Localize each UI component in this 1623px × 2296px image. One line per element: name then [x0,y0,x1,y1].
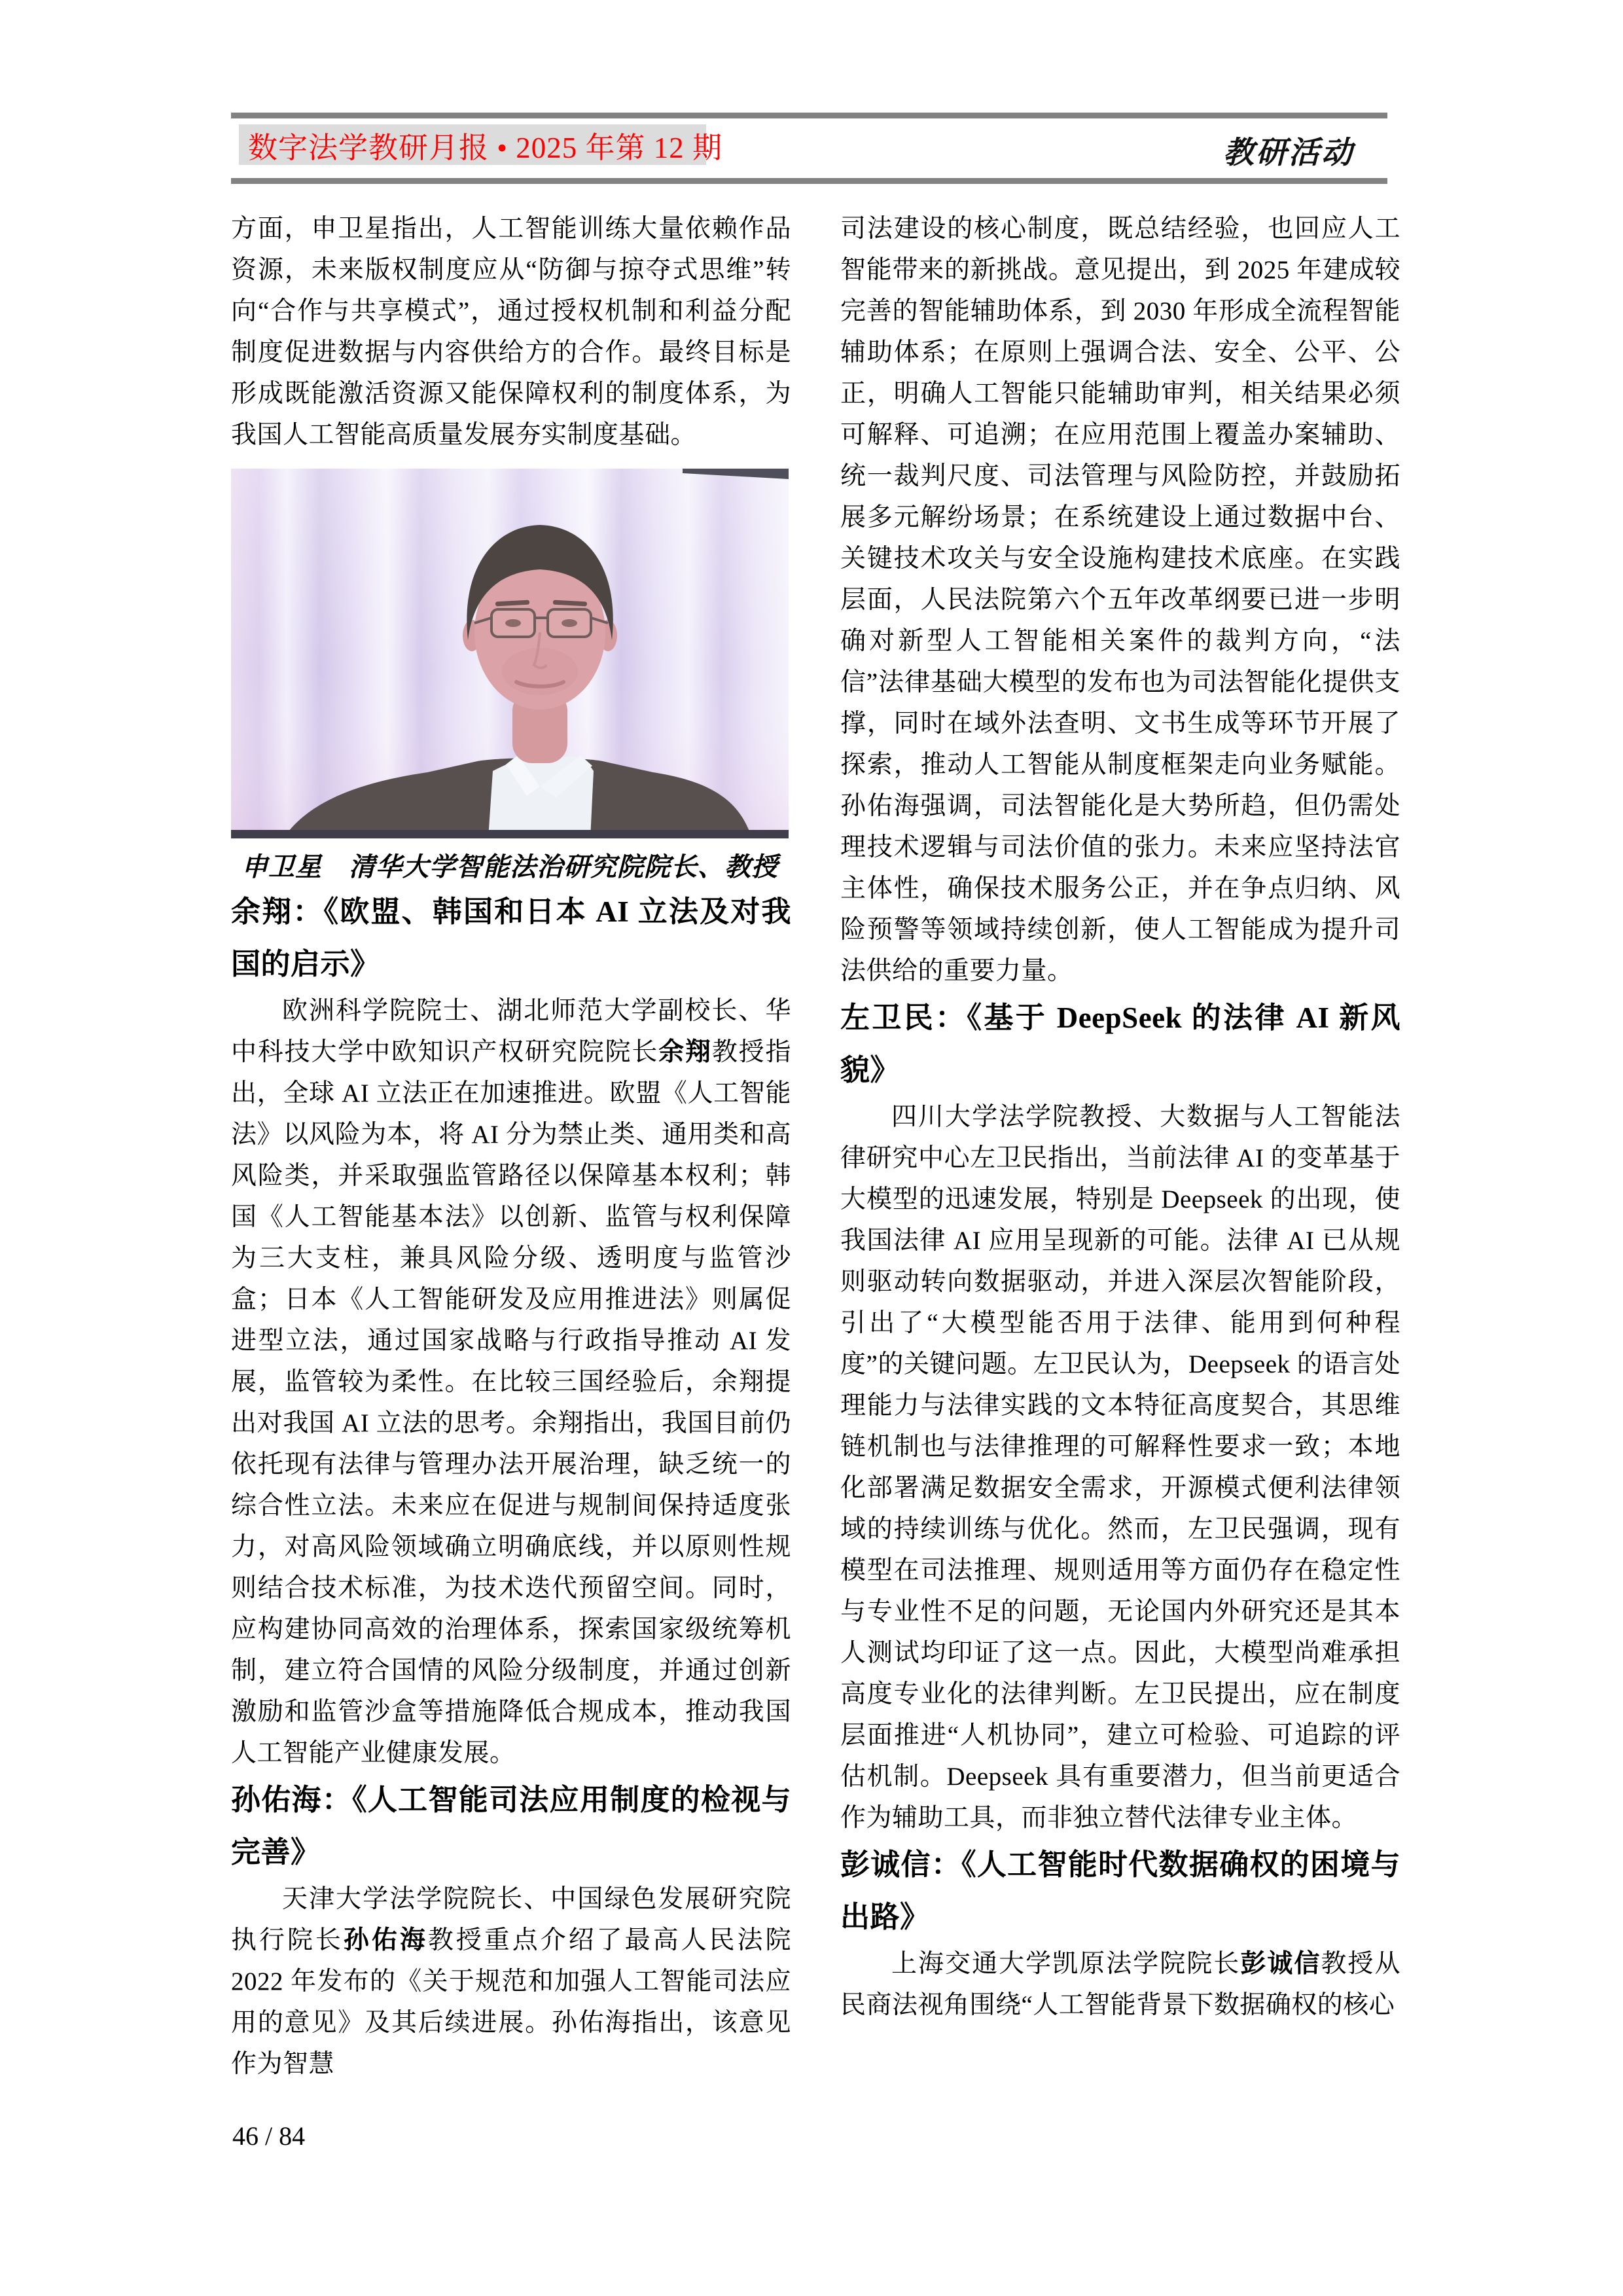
paragraph-shenweixing-continuation: 方面，申卫星指出，人工智能训练大量依赖作品资源，未来版权制度应从“防御与掠夺式思维”转向“合作与共享模式”，通过授权机制和利益分配制度促进数据与内容供给方的合作。最终目标是形成既能激活资源又能保障权利的制度体系，为我国人工智能高质量发展夯实制度基础。 [231,215,791,449]
speaker-name-sunyouhai: 孙佑海 [343,1926,428,1954]
masthead-box [239,124,723,165]
text-run: 教授指出，全球 AI 立法正在加速推进。欧盟《人工智能法》以风险为本，将 AI 分为禁止类、通用类和高风险类，并采取强监管路径以保障基本权利；韩国《人工智能基本法》以创新、监管与权利保障为三大支柱，兼具风险分级、透明度与监管沙盒；日本《人工智能研发及应用推进法》则属促进型立法，通过国家战略与行政指导推动 AI 发展，监管较为柔性。在比较三国经验后，余翔提出对我国 AI 立法的思考。余翔指出，我国目前仍依托现有法律与管理办法开展治理，缺乏统一的综合性立法。未来应在促进与规制间保持适度张力，对高风险领域确立明确底线，并以原则性规则结合技术标准，为技术迭代预留空间。同时，应构建协同高效的治理体系，探索国家级统筹机制，建立符合国情的风险分级制度，并通过创新激励和监管沙盒等措施降低合规成本，推动我国人工智能产业健康发展。 [231,1038,791,1767]
paragraph-zuoweimin: 四川大学法学院教授、大数据与人工智能法律研究中心左卫民指出，当前法律 AI 的变革基于大模型的迅速发展，特别是 Deepseek 的出现，使我国法律 AI 应用呈现新的可能。法律 AI 已从规则驱动转向数据驱动，并进入深层次智能阶段，引出了“大模型能否用于法律、能用到何种程度”的关键问题。左卫民认为，Deepseek 的语言处理能力与法律实践的文本特征高度契合，其思维链机制也与法律推理的可解释性要求一致；本地化部署满足数据安全需求，开源模式便利法律领域的持续训练与优化。然而，左卫民强调，现有模型在司法推理、规则适用等方面仍存在稳定性与专业性不足的问题，无论国内外研究还是其本人测试均印证了这一点。因此，大模型尚难承担高度专业化的法律判断。左卫民提出，应在制度层面推进“人机协同”，建立可检验、可追踪的评估机制。Deepseek 具有重要潜力，但当前更适合作为辅助工具，而非独立替代法律专业主体。 [840,1103,1400,1832]
photo-caption: 申卫星 清华大学智能法治研究院院长、教授 [241,852,778,882]
photo-bottom-edge [231,830,789,838]
paragraph-sunyouhai-continuation: 司法建设的核心制度，既总结经验，也回应人工智能带来的新挑战。意见提出，到 2025 年建成较完善的智能辅助体系，到 2030 年形成全流程智能辅助体系；在原则上强调合法、安全、公平、公正，明确人工智能只能辅助审判，相关结果必须可解释、可追溯；在应用范围上覆盖办案辅助、统一裁判尺度、司法管理与风险防控，并鼓励拓展多元解纷场景；在系统建设上通过数据中台、关键技术攻关与安全设施构建技术底座。在实践层面，人民法院第六个五年改革纲要已进一步明确对新型人工智能相关案件的裁判方向，“法信”法律基础大模型的发布也为司法智能化提供支撑，同时在域外法查明、文书生成等环节开展了探索，推动人工智能从制度框架走向业务赋能。孙佑海强调，司法智能化是大势所趋，但仍需处理技术逻辑与司法价值的张力。未来应坚持法官主体性，确保技术服务公正，并在争点归纳、风险预警等领域持续创新，使人工智能成为提升司法供给的重要力量。 [840,215,1400,985]
page-number: 46 / 84 [232,2121,306,2151]
text-run: 欧洲科学院院士、湖北师范大学副校长、华中科技大学中欧知识产权研究院院长 [231,997,791,1066]
paragraph-yuxiang [231,990,791,1774]
eye-left [505,619,521,627]
text-run: 教授从民商法视角围绕“人工智能背景下数据确权的核心 [840,1950,1400,2019]
speaker-name-yuxiang: 余翔 [658,1038,712,1066]
text-run: 教授重点介绍了最高人民法院 2022 年发布的《关于规范和加强人工智能司法应用的意见》及其后续进展。孙佑海指出，该意见作为智慧 [231,1926,791,2078]
speaker-name-pengchengxin: 彭诚信 [1240,1950,1321,1978]
masthead-title: 数字法学教研月报 • 2025 年第 12 期 [248,131,723,164]
section-label: 教研活动 [1223,136,1354,170]
speaker-photo-svg [231,469,789,838]
section-heading-yuxiang: 余翔：《欧盟、韩国和日本 AI 立法及对我国的启示》 [231,895,791,980]
speaker-photo [231,469,789,838]
eye-right [562,619,577,627]
left-column [231,208,791,2085]
right-column [840,208,1400,2026]
paragraph-sunyouhai [231,1878,791,2085]
section-heading-pengchengxin: 彭诚信：《人工智能时代数据确权的困境与出路》 [840,1848,1400,1933]
text-run: 天津大学法学院院长、中国绿色发展研究院执行院长 [231,1885,791,1954]
section-heading-sunyouhai: 孙佑海：《人工智能司法应用制度的检视与完善》 [231,1784,791,1869]
paragraph-pengchengxin [840,1943,1400,2026]
header-rule-top [231,113,1387,118]
section-heading-zuoweimin: 左卫民：《基于 DeepSeek 的法律 AI 新风貌》 [840,1001,1400,1086]
header-rule-bottom [231,178,1387,184]
text-run: 上海交通大学凯原法学院院长 [891,1950,1241,1978]
